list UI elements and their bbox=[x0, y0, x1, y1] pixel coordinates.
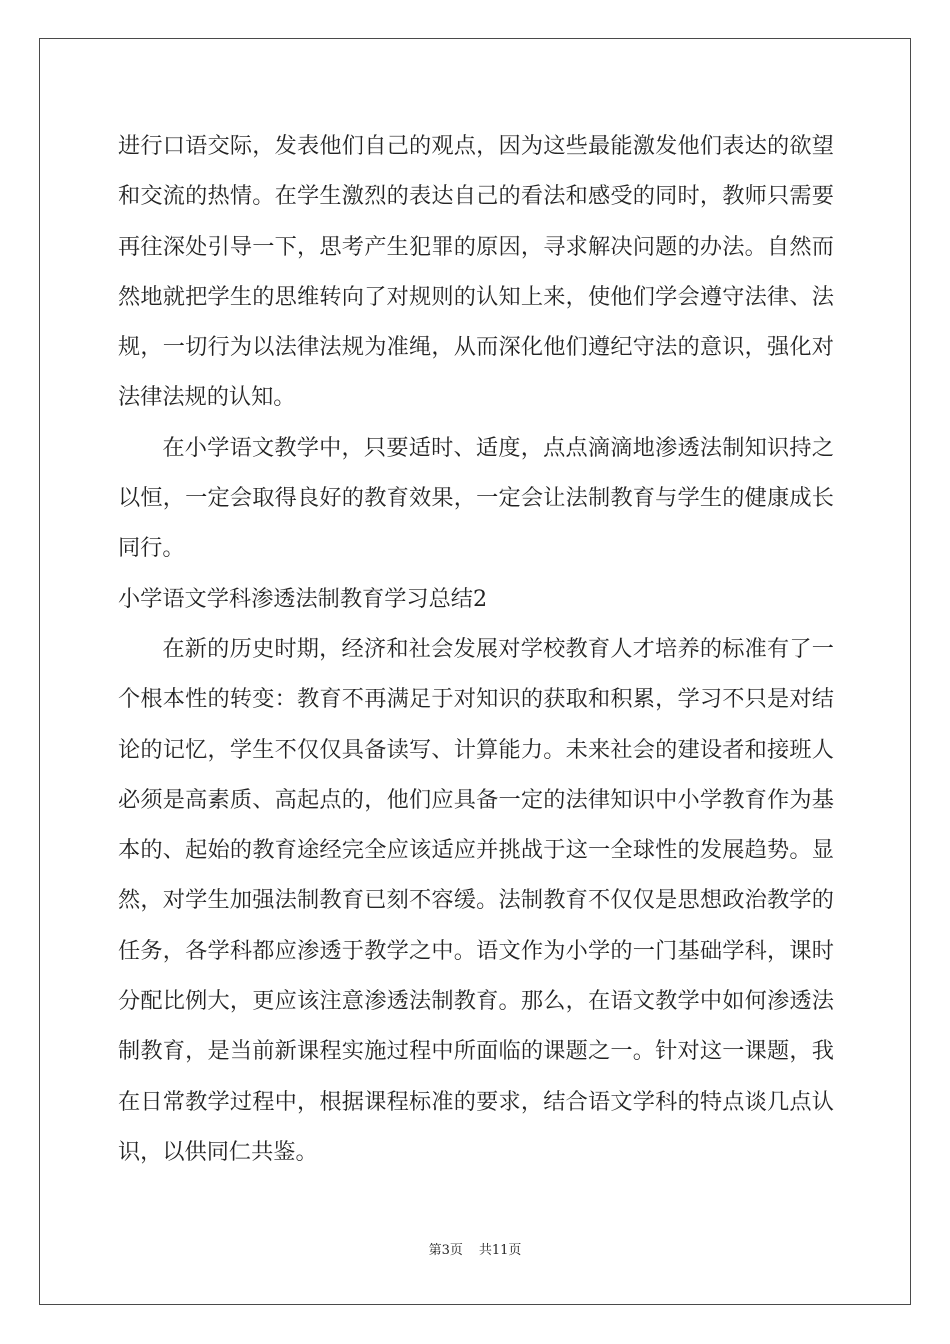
paragraph-intro: 在新的历史时期，经济和社会发展对学校教育人才培养的标准有了一个根本性的转变：教育不再满足于对知识的获取和积累，学习不只是对结论的记忆，学生不仅仅具备读写、计算能力。未来社会的建设者和接班人必须是高素质、高起点的，他们应具备一定的法律知识中小学教育作为基本的、起始的教育途经完全应该适应并挑战于这一全球性的发展趋势。显然，对学生加强法制教育已刻不容缓。法制教育不仅仅是思想政治教学的任务，各学科都应渗透于教学之中。语文作为小学的一门基础学科，课时分配比例大，更应该注意渗透法制教育。那么，在语文教学中如何渗透法制教育，是当前新课程实施过程中所面临的课题之一。针对这一课题，我在日常教学过程中，根据课程标准的要求，结合语文学科的特点谈几点认识，以供同仁共鉴。 bbox=[118, 635, 834, 1165]
page-footer bbox=[0, 1242, 950, 1260]
paragraph-conclusion: 在小学语文教学中，只要适时、适度，点点滴滴地渗透法制知识持之以恒，一定会取得良好的教育效果，一定会让法制教育与学生的健康成长同行。 bbox=[118, 434, 834, 562]
page-number: 第3页 bbox=[428, 1243, 463, 1258]
document-body bbox=[118, 121, 834, 1177]
section-heading: 小学语文学科渗透法制教育学习总结2 bbox=[118, 585, 488, 612]
paragraph-continuation: 进行口语交际，发表他们自己的观点，因为这些最能激发他们表达的欲望和交流的热情。在学生激烈的表达自己的看法和感受的同时，教师只需要再往深处引导一下，思考产生犯罪的原因，寻求解决问题的办法。自然而然地就把学生的思维转向了对规则的认知上来，使他们学会遵守法律、法规，一切行为以法律法规为准绳，从而深化他们遵纪守法的意识，强化对法律法规的认知。 bbox=[118, 133, 834, 411]
page-total: 共11页 bbox=[478, 1243, 522, 1258]
